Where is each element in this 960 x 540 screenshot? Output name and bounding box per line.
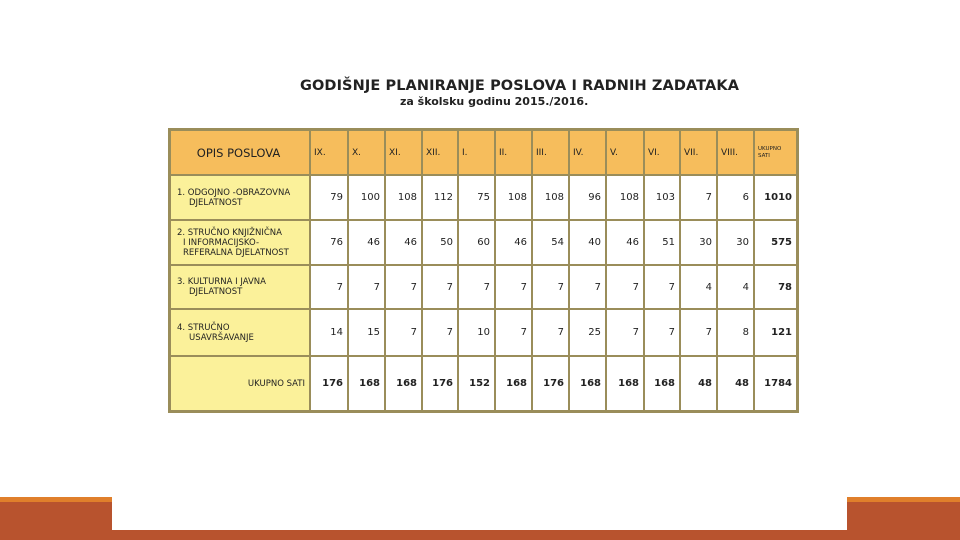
summary-cell: 168 [569, 356, 606, 411]
footer-band [847, 502, 960, 540]
row-description-line1: 4. STRUČNO [177, 322, 230, 333]
table-cell: 10 [458, 309, 495, 356]
footer-band [0, 502, 112, 540]
table-cell: 7 [606, 265, 644, 309]
planning-table [168, 128, 799, 413]
table-cell: 112 [422, 175, 458, 220]
summary-cell: 152 [458, 356, 495, 411]
table-cell: 7 [310, 265, 348, 309]
table-cell: 108 [606, 175, 644, 220]
table-cell: 7 [422, 309, 458, 356]
row-description [170, 175, 310, 220]
row-description-line2: DJELATNOST [189, 287, 243, 297]
header-total-line2: SATI [758, 152, 770, 159]
table-cell: 46 [606, 220, 644, 265]
table-cell: 15 [348, 309, 385, 356]
header-month: III. [532, 130, 569, 175]
summary-cell: 168 [348, 356, 385, 411]
header-month: I. [458, 130, 495, 175]
header-month: X. [348, 130, 385, 175]
header-month: XI. [385, 130, 422, 175]
table-cell: 40 [569, 220, 606, 265]
header-month: VII. [680, 130, 717, 175]
summary-cell: 168 [644, 356, 680, 411]
table-cell: 79 [310, 175, 348, 220]
table-cell: 7 [385, 265, 422, 309]
header-total-line1: UKUPNO [758, 145, 782, 152]
header-month: IV. [569, 130, 606, 175]
header-month: VI. [644, 130, 680, 175]
title-block [300, 78, 739, 108]
table-cell: 14 [310, 309, 348, 356]
header-month: II. [495, 130, 532, 175]
row-description [170, 309, 310, 356]
table-cell: 7 [495, 309, 532, 356]
table-cell: 30 [680, 220, 717, 265]
table-cell: 46 [348, 220, 385, 265]
table-cell: 76 [310, 220, 348, 265]
summary-cell: 168 [385, 356, 422, 411]
table-cell: 7 [385, 309, 422, 356]
table-cell: 7 [532, 309, 569, 356]
table-cell: 103 [644, 175, 680, 220]
header-month: VIII. [717, 130, 754, 175]
table-cell: 108 [495, 175, 532, 220]
summary-row [170, 356, 797, 411]
table-cell: 75 [458, 175, 495, 220]
summary-cell: 176 [422, 356, 458, 411]
summary-cell: 168 [495, 356, 532, 411]
table-cell: 7 [569, 265, 606, 309]
table-cell: 46 [495, 220, 532, 265]
table-row [170, 265, 797, 309]
summary-cell: 48 [717, 356, 754, 411]
table-cell: 54 [532, 220, 569, 265]
table-cell: 100 [348, 175, 385, 220]
table-cell: 7 [495, 265, 532, 309]
header-row [170, 130, 797, 175]
row-description-line1: 2. STRUČNO KNJIŽNIČNA [177, 227, 282, 238]
table-cell: 7 [606, 309, 644, 356]
table-row [170, 309, 797, 356]
header-total [754, 130, 797, 175]
table-cell: 7 [644, 309, 680, 356]
header-month: V. [606, 130, 644, 175]
table-cell: 7 [422, 265, 458, 309]
footer-bar-right [847, 497, 960, 540]
row-description-line1: 3. KULTURNA I JAVNA [177, 277, 266, 287]
table-cell: 108 [532, 175, 569, 220]
header-month: IX. [310, 130, 348, 175]
table-cell: 7 [680, 175, 717, 220]
row-description-line3: REFERALNA DJELATNOST [183, 247, 289, 258]
table-row [170, 220, 797, 265]
table-cell: 7 [680, 309, 717, 356]
grand-total-cell: 1784 [754, 356, 797, 411]
row-total-cell: 1010 [754, 175, 797, 220]
table-cell: 50 [422, 220, 458, 265]
summary-cell: 48 [680, 356, 717, 411]
table-cell: 7 [644, 265, 680, 309]
summary-cell: 176 [310, 356, 348, 411]
row-description-line1: 1. ODGOJNO -OBRAZOVNA [177, 187, 291, 198]
row-description [170, 220, 310, 265]
row-description-line2: USAVRŠAVANJE [189, 332, 254, 343]
header-month: XII. [422, 130, 458, 175]
summary-cell: 176 [532, 356, 569, 411]
table-cell: 6 [717, 175, 754, 220]
table-cell: 25 [569, 309, 606, 356]
page-subtitle: za školsku godinu 2015./2016. [400, 95, 589, 108]
row-total-cell: 121 [754, 309, 797, 356]
page-title: GODIŠNJE PLANIRANJE POSLOVA I RADNIH ZADATAKA [300, 78, 740, 94]
table-cell: 46 [385, 220, 422, 265]
row-total-cell: 78 [754, 265, 797, 309]
summary-label: UKUPNO SATI [170, 356, 310, 411]
table-cell: 108 [385, 175, 422, 220]
footer-bar-center [112, 530, 847, 540]
header-opis: OPIS POSLOVA [170, 130, 310, 175]
table-cell: 51 [644, 220, 680, 265]
table-cell: 4 [680, 265, 717, 309]
table-cell: 7 [458, 265, 495, 309]
footer-bar-left [0, 497, 112, 540]
table-cell: 8 [717, 309, 754, 356]
summary-cell: 168 [606, 356, 644, 411]
table-cell: 60 [458, 220, 495, 265]
table-cell: 7 [348, 265, 385, 309]
table-cell: 96 [569, 175, 606, 220]
table-row [170, 175, 797, 220]
table-cell: 4 [717, 265, 754, 309]
row-description-line2: I INFORMACIJSKO- [183, 237, 260, 248]
table-cell: 7 [532, 265, 569, 309]
row-description-line2: DJELATNOST [189, 197, 243, 208]
table-cell: 30 [717, 220, 754, 265]
row-total-cell: 575 [754, 220, 797, 265]
row-description [170, 265, 310, 309]
